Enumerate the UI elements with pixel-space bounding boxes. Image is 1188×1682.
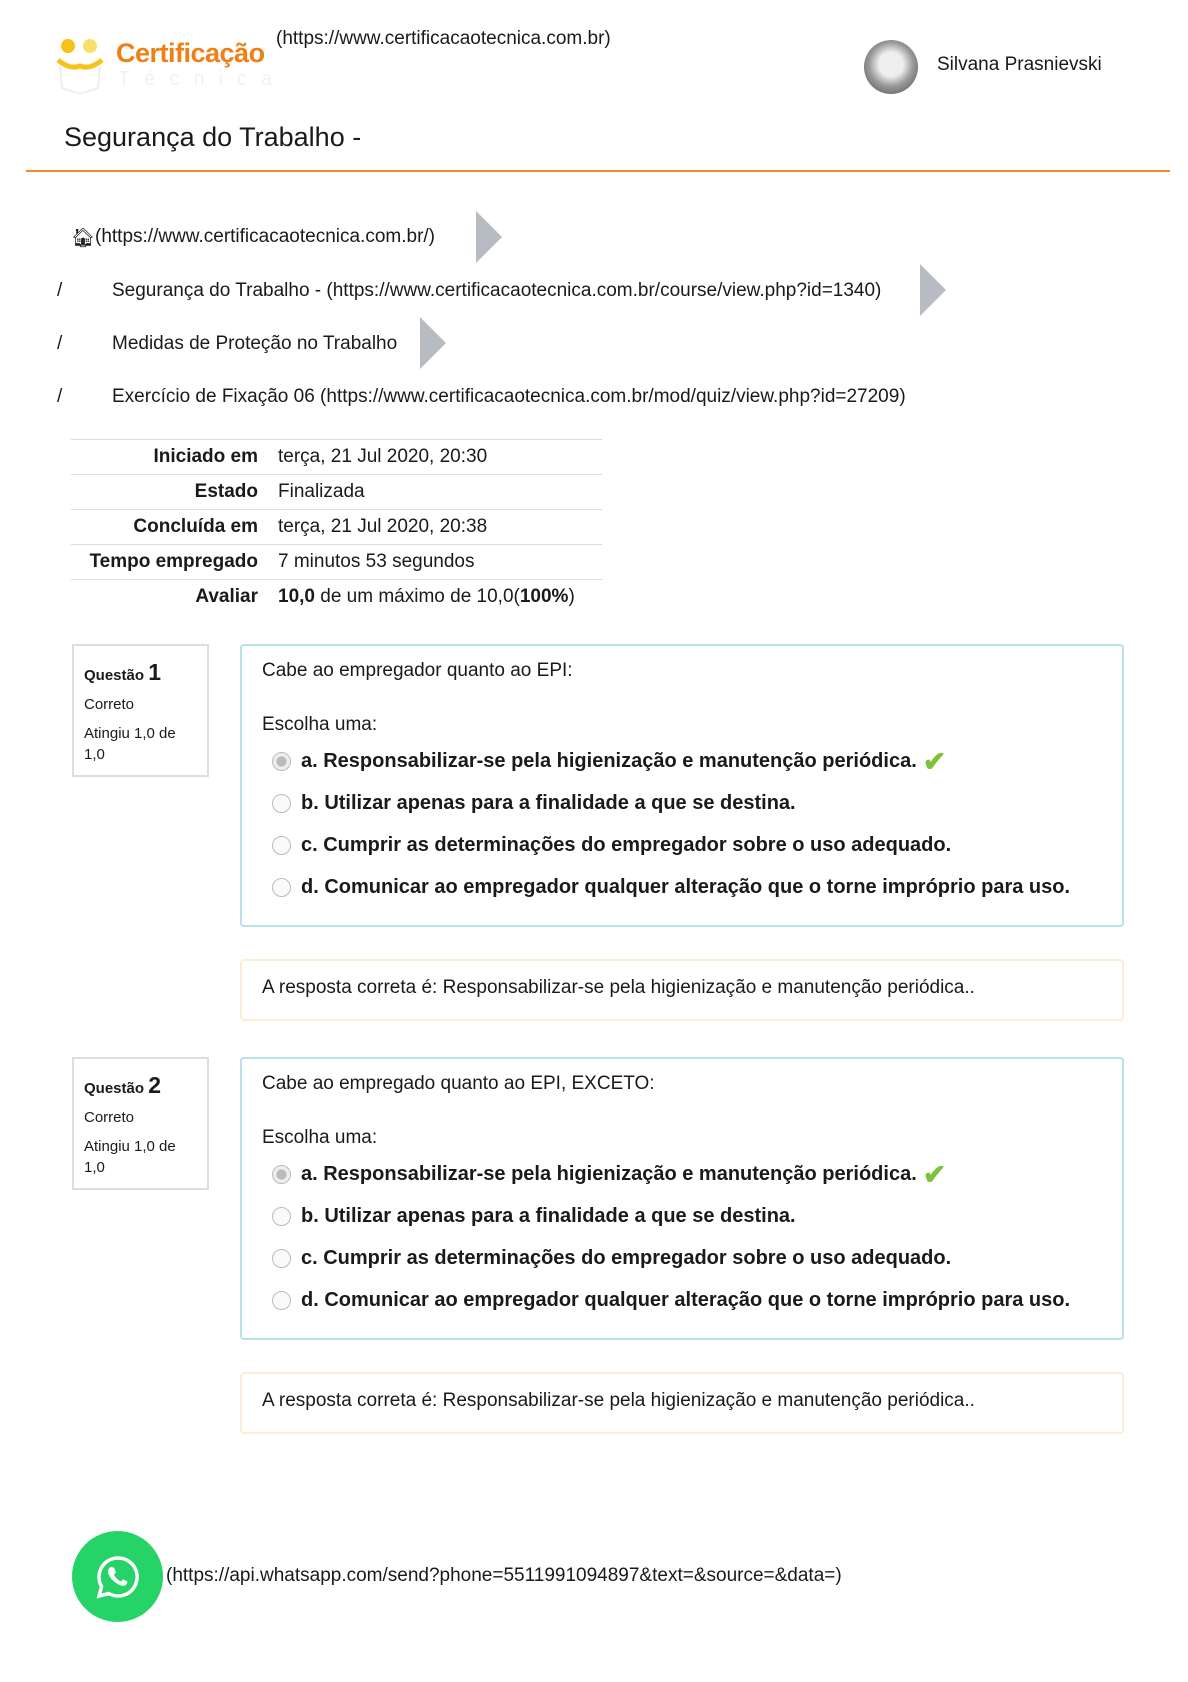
option-label: a. Responsabilizar-se pela higienização e manutenção periódica. (301, 1162, 917, 1185)
home-icon[interactable]: 🏠︎ (71, 228, 96, 249)
radio-button[interactable] (272, 1291, 291, 1310)
summary-value: 7 minutos 53 segundos (268, 545, 602, 580)
question-text: Cabe ao empregado quanto ao EPI, EXCETO: (262, 1073, 655, 1094)
radio-button[interactable] (272, 1165, 291, 1184)
question-content (240, 1057, 1124, 1340)
answer-option[interactable] (262, 824, 1102, 866)
site-url-link[interactable]: (https://www.certificacaotecnica.com.br) (276, 28, 611, 49)
question-prompt: Escolha uma: (262, 714, 378, 735)
question-info (72, 644, 209, 777)
question-number: Questão 1 (84, 659, 161, 685)
answer-option[interactable] (262, 866, 1102, 908)
option-label: b. Utilizar apenas para a finalidade a que se destina. (301, 1204, 796, 1227)
question-mark: Atingiu 1,0 de 1,0 (84, 725, 176, 764)
page-title: Segurança do Trabalho - (64, 122, 362, 152)
avatar[interactable] (864, 40, 918, 94)
question-state: Correto (84, 1109, 135, 1127)
whatsapp-link[interactable]: (https://api.whatsapp.com/send?phone=5511991094897&text=&source=&data=) (166, 1565, 842, 1586)
grade-text: de um máximo de 10,0( (314, 586, 520, 608)
summary-label: Iniciado em (71, 440, 268, 475)
grade: 10,0 (278, 586, 315, 608)
whatsapp-icon (94, 1553, 142, 1601)
correct-check-icon: ✔ (922, 1158, 947, 1190)
breadcrumb-arrow-icon (420, 317, 446, 369)
answer-options (262, 1153, 1102, 1321)
grade-percent: 100% (519, 586, 569, 608)
radio-button[interactable] (272, 752, 291, 771)
table-row (71, 475, 602, 510)
summary-label: Tempo empregado (71, 545, 268, 580)
breadcrumb-separator: / (57, 333, 63, 354)
summary-label: Concluída em (71, 510, 268, 545)
correct-check-icon: ✔ (922, 745, 947, 777)
summary-value: terça, 21 Jul 2020, 20:38 (268, 510, 602, 545)
radio-button[interactable] (272, 1249, 291, 1268)
grade-text-end: ) (568, 586, 575, 608)
breadcrumb-quiz[interactable]: Exercício de Fixação 06 (https://www.certificacaotecnica.com.br/mod/quiz/view.php?id=27209) (112, 386, 906, 407)
radio-button[interactable] (272, 836, 291, 855)
user-name[interactable]: Silvana Prasnievski (937, 54, 1102, 75)
summary-value: terça, 21 Jul 2020, 20:30 (268, 440, 602, 475)
breadcrumb-course[interactable]: Segurança do Trabalho - (https://www.certificacaotecnica.com.br/course/view.php?id=1340) (112, 280, 882, 301)
table-row (71, 580, 602, 615)
breadcrumb-arrow-icon (476, 211, 502, 263)
table-row (71, 440, 602, 475)
summary-value: Finalizada (268, 475, 602, 510)
breadcrumb-arrow-icon (920, 264, 946, 316)
answer-option[interactable] (262, 740, 1102, 782)
question-mark: Atingiu 1,0 de 1,0 (84, 1138, 176, 1177)
radio-button[interactable] (272, 878, 291, 897)
breadcrumb-separator: / (57, 386, 63, 407)
question-text: Cabe ao empregador quanto ao EPI: (262, 660, 573, 681)
option-label: a. Responsabilizar-se pela higienização e manutenção periódica. (301, 749, 917, 772)
option-label: d. Comunicar ao empregador qualquer alteração que o torne impróprio para uso. (301, 875, 1071, 898)
table-row (71, 545, 602, 580)
logo-text: Certificação (116, 38, 265, 68)
correct-answer-feedback: A resposta correta é: Responsabilizar-se pela higienização e manutenção periódica.. (240, 959, 1124, 1021)
table-row (71, 510, 602, 545)
summary-label: Avaliar (71, 580, 268, 615)
answer-options (262, 740, 1102, 908)
grade-value (268, 580, 602, 615)
correct-answer-feedback: A resposta correta é: Responsabilizar-se pela higienização e manutenção periódica.. (240, 1372, 1124, 1434)
answer-option[interactable] (262, 1153, 1102, 1195)
question-info (72, 1057, 209, 1190)
answer-option[interactable] (262, 1237, 1102, 1279)
option-label: b. Utilizar apenas para a finalidade a que se destina. (301, 791, 796, 814)
breadcrumb-home[interactable]: (https://www.certificacaotecnica.com.br/) (95, 226, 435, 247)
breadcrumb-separator: / (57, 280, 63, 301)
option-label: c. Cumprir as determinações do empregador sobre o uso adequado. (301, 833, 952, 856)
option-label: c. Cumprir as determinações do empregador sobre o uso adequado. (301, 1246, 952, 1269)
logo-subtext: Técnica (118, 68, 287, 90)
answer-option[interactable] (262, 1195, 1102, 1237)
option-label: d. Comunicar ao empregador qualquer alteração que o torne impróprio para uso. (301, 1288, 1071, 1311)
question-prompt: Escolha uma: (262, 1127, 378, 1148)
answer-option[interactable] (262, 782, 1102, 824)
radio-button[interactable] (272, 1207, 291, 1226)
breadcrumb-section[interactable]: Medidas de Proteção no Trabalho (112, 333, 398, 354)
logo-icon (56, 36, 112, 94)
question-number: Questão 2 (84, 1072, 161, 1098)
site-logo[interactable] (56, 36, 287, 94)
radio-button[interactable] (272, 794, 291, 813)
answer-option[interactable] (262, 1279, 1102, 1321)
question-content (240, 644, 1124, 927)
header-divider (26, 170, 1170, 172)
whatsapp-button[interactable] (72, 1531, 163, 1622)
question-state: Correto (84, 696, 135, 714)
summary-label: Estado (71, 475, 268, 510)
attempt-summary-table (71, 439, 602, 615)
